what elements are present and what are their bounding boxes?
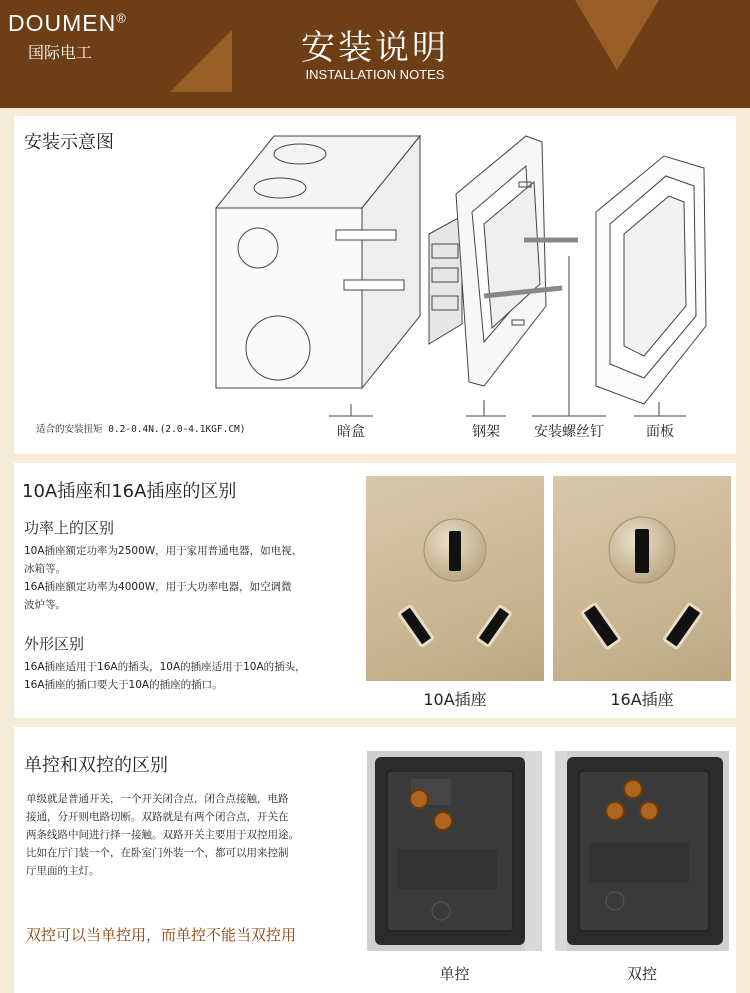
double-control-image [555, 751, 729, 951]
brand-cn: 国际电工 [28, 43, 93, 62]
section-title-single-double: 单控和双控的区别 [24, 755, 168, 776]
single-control-image [367, 751, 542, 951]
page-subtitle: INSTALLATION NOTES [305, 67, 445, 82]
face-plate-drawing [596, 156, 706, 404]
part-label-face-plate: 面板 [646, 424, 674, 440]
install-diagram-panel [14, 116, 736, 454]
switch-control-panel [14, 727, 736, 993]
power-diff-text: 10A插座额定功率为2500W，用于家用普通电器，如电视、 冰箱等。 16A插座额定功率为4000W，用于大功率电器，如空调微 波炉等。 [24, 545, 303, 611]
socket-16a-image [553, 476, 731, 681]
part-label-junction-box: 暗盒 [337, 424, 365, 440]
torque-note: 适合的安装扭矩 0.2-0.4N.(2.0-4.1KGF.CM) [36, 424, 246, 435]
shape-diff-title: 外形区别 [24, 635, 85, 653]
junction-box-drawing [216, 136, 420, 388]
header-banner [0, 0, 750, 108]
part-label-steel-frame: 钢架 [472, 424, 500, 440]
socket-difference-panel [14, 463, 736, 718]
caption-16a: 16A插座 [610, 690, 674, 709]
caption-10a: 10A插座 [423, 690, 487, 709]
caption-single-control: 单控 [439, 965, 470, 983]
power-diff-title: 功率上的区别 [24, 519, 115, 537]
caption-double-control: 双控 [626, 965, 657, 983]
shape-diff-text: 16A插座适用于16A的插头，10A的插座适用于10A的插头， 16A插座的插口要大于10A的插座的插口。 [24, 661, 306, 691]
section-title-10a-16a: 10A插座和16A插座的区别 [22, 481, 237, 502]
emphasis-note: 双控可以当单控用，而单控不能当双控用 [26, 926, 297, 944]
socket-10a-image [366, 476, 544, 681]
single-double-text: 单级就是普通开关，一个开关闭合点，闭合点接触，电路 接通，分开则电路切断。双路就是有两个闭合点，开关在 两条线路中间进行择一接触。双路开关主要用于双控用途。 比如在厅门装一个，在卧室门外装一个，都可以用来控制 厅里面的主灯。 [26, 793, 299, 877]
steel-frame-drawing [429, 136, 578, 386]
brand-logo: DOUMEN® [8, 10, 127, 36]
page-title: 安装说明 [301, 28, 449, 68]
install-diagram [14, 116, 736, 454]
install-title: 安装示意图 [24, 132, 114, 153]
part-label-screw: 安装螺丝钉 [534, 424, 604, 440]
